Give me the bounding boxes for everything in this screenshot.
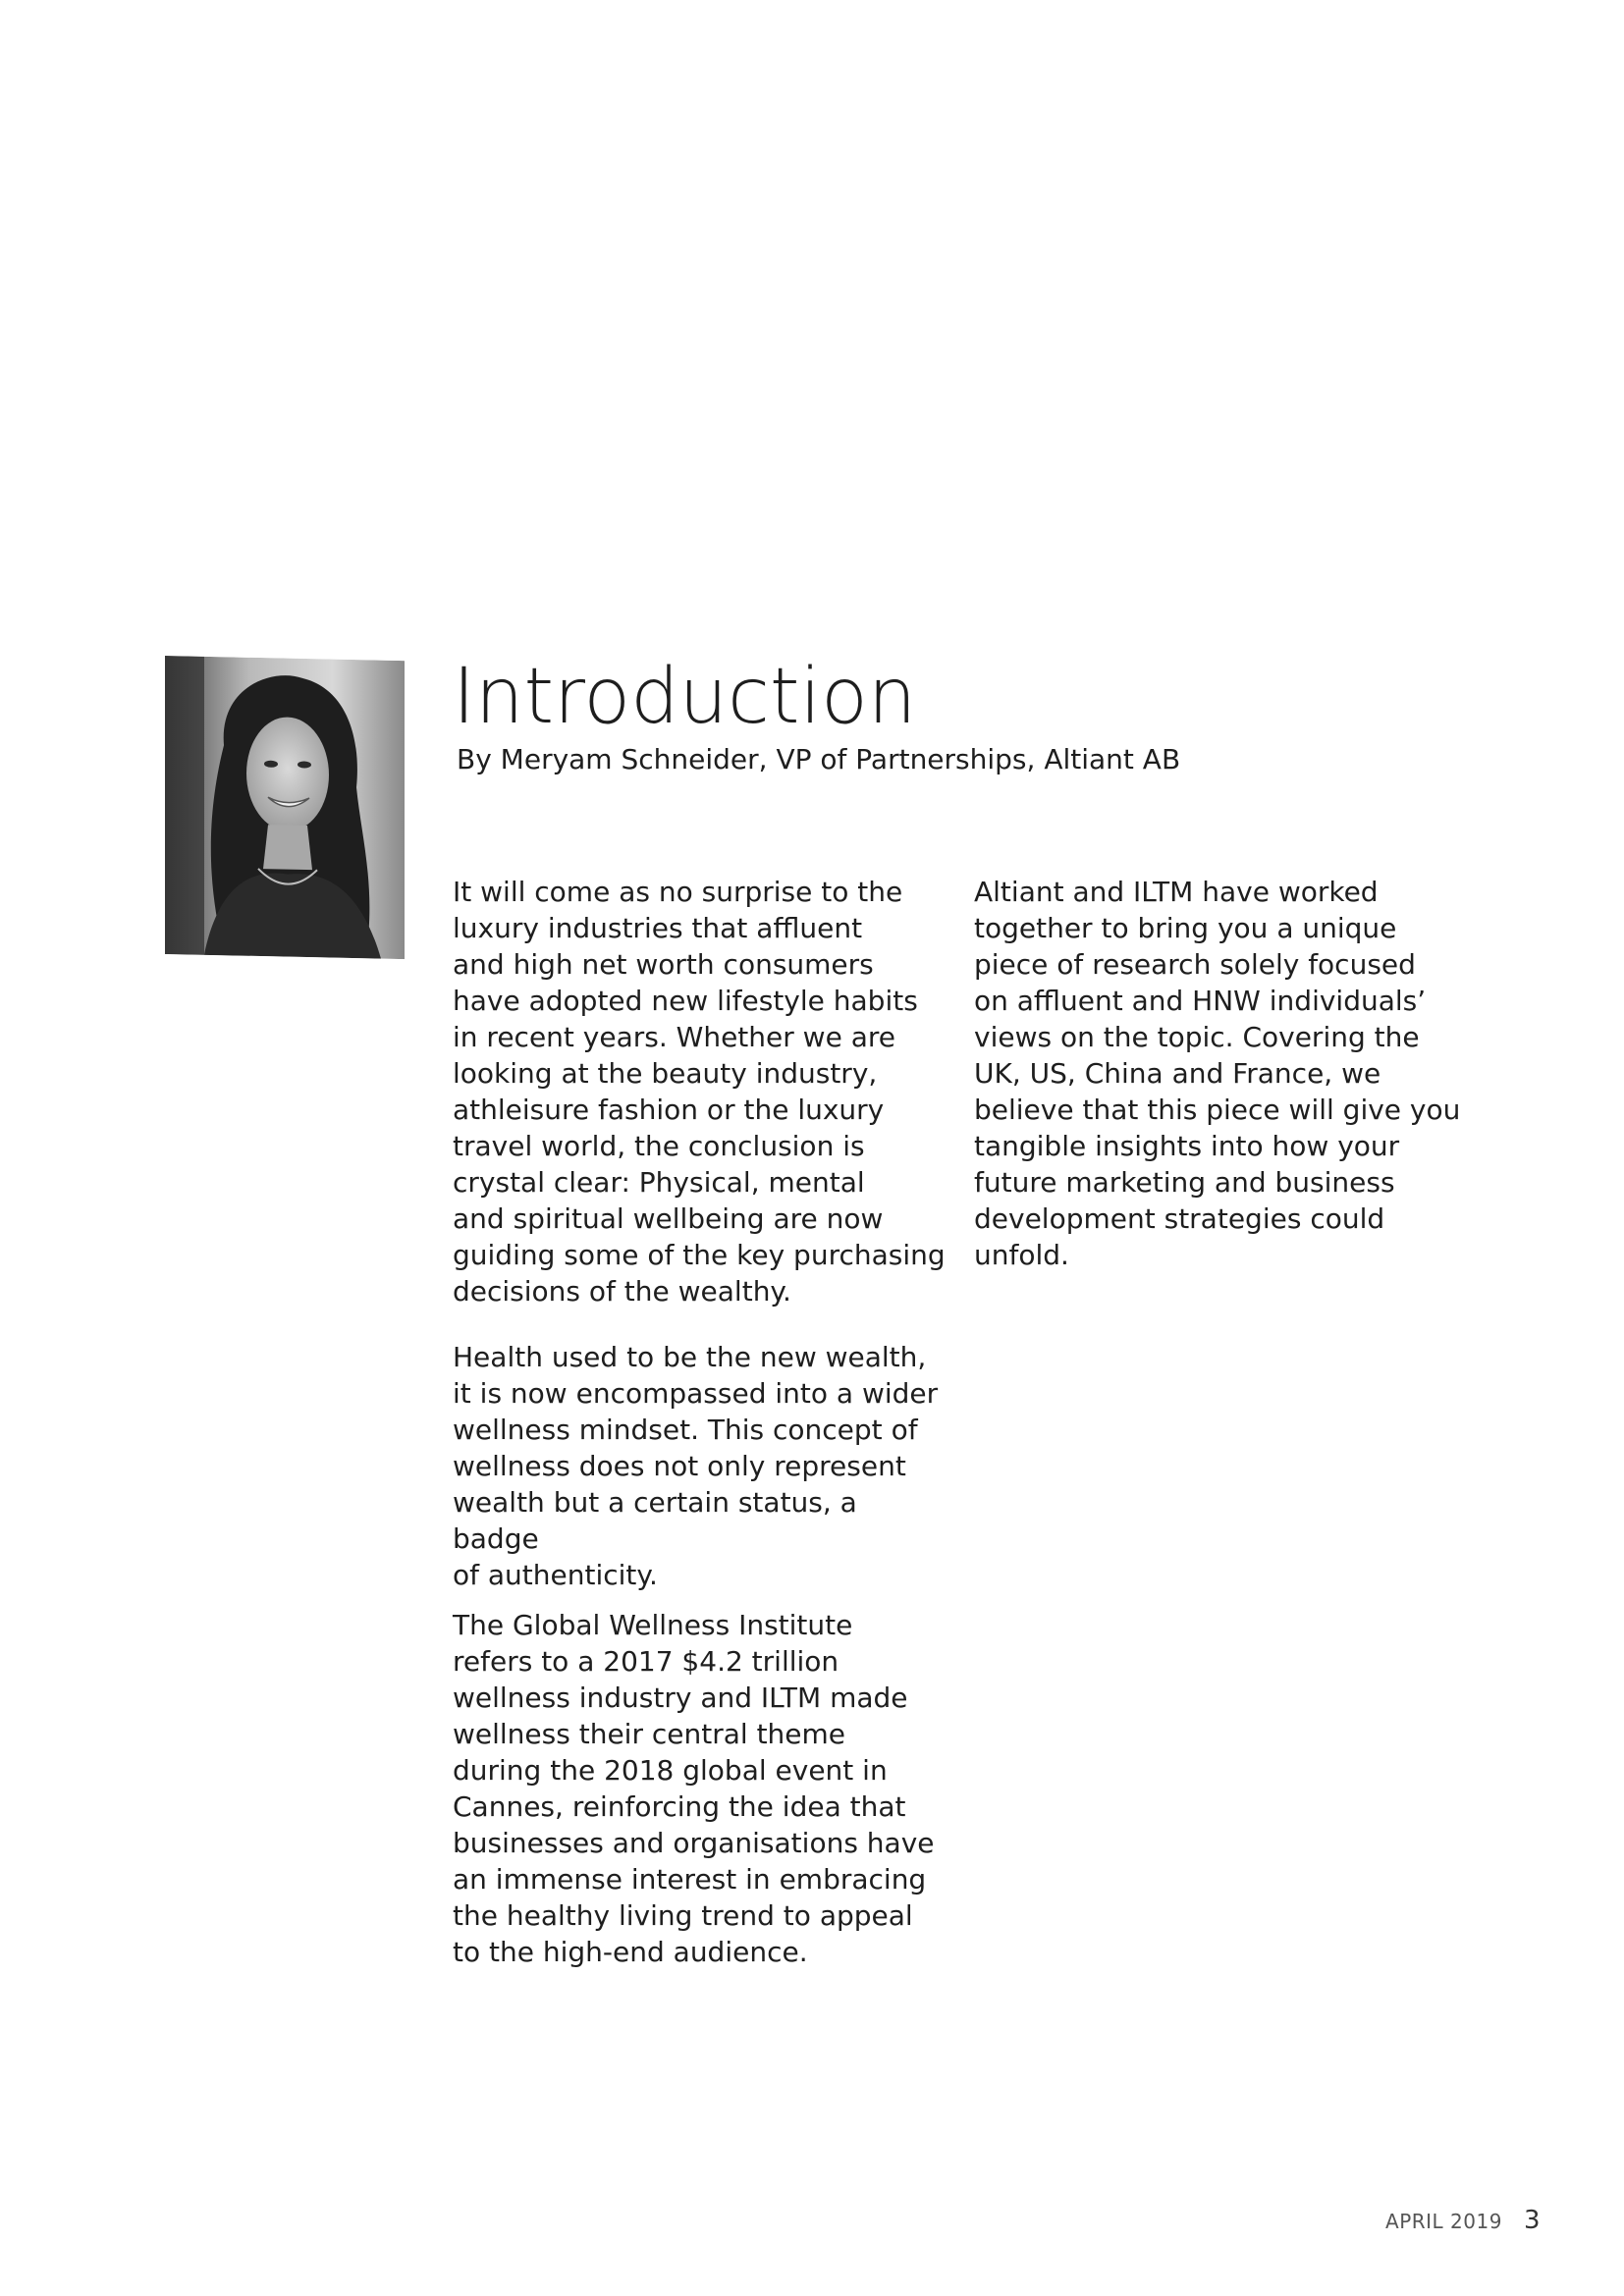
footer-date: APRIL 2019 — [1385, 2210, 1502, 2233]
right-column — [974, 874, 1485, 1303]
page-number: 3 — [1523, 2206, 1541, 2235]
paragraph-health: Health used to be the new wealth, it is now encompassed into a wider wellness mindset. This concept of wellness does not only represent wealth but a certain status, a badge of authenticity. — [453, 1341, 939, 1591]
author-byline: By Meryam Schneider, VP of Partnerships, Altiant AB — [457, 743, 1181, 775]
left-column — [453, 874, 948, 2000]
page-footer — [1385, 2206, 1541, 2235]
page-title: Introduction — [453, 653, 917, 741]
paragraph-research: Altiant and ILTM have worked together to bring you a unique piece of research solely focused on affluent and HNW individuals’ views on the topic. Covering the UK, US, China and France, we believe that this piece will give you tangible insights into how your future marketing and business development strategies could unfold. — [974, 876, 1461, 1271]
author-portrait-icon — [165, 656, 405, 959]
paragraph-intro: It will come as no surprise to the luxury industries that affluent and high net worth consumers have adopted new lifestyle habits in recent years. Whether we are looking at the beauty industry, athleisure fashion or the luxury travel world, the conclusion is crystal clear: Physical, mental and spiritual wellbeing are now guiding some of the key purchasing decisions of the wealthy. — [453, 876, 946, 1308]
author-photo — [165, 656, 405, 959]
paragraph-global-wellness: The Global Wellness Institute refers to a 2017 $4.2 trillion wellness industry and ILTM made wellness their central theme during the 2018 global event in Cannes, reinforcing the idea that businesses and organisations have an immense interest in embracing the healthy living trend to appeal to the high-end audience. — [453, 1609, 935, 1968]
